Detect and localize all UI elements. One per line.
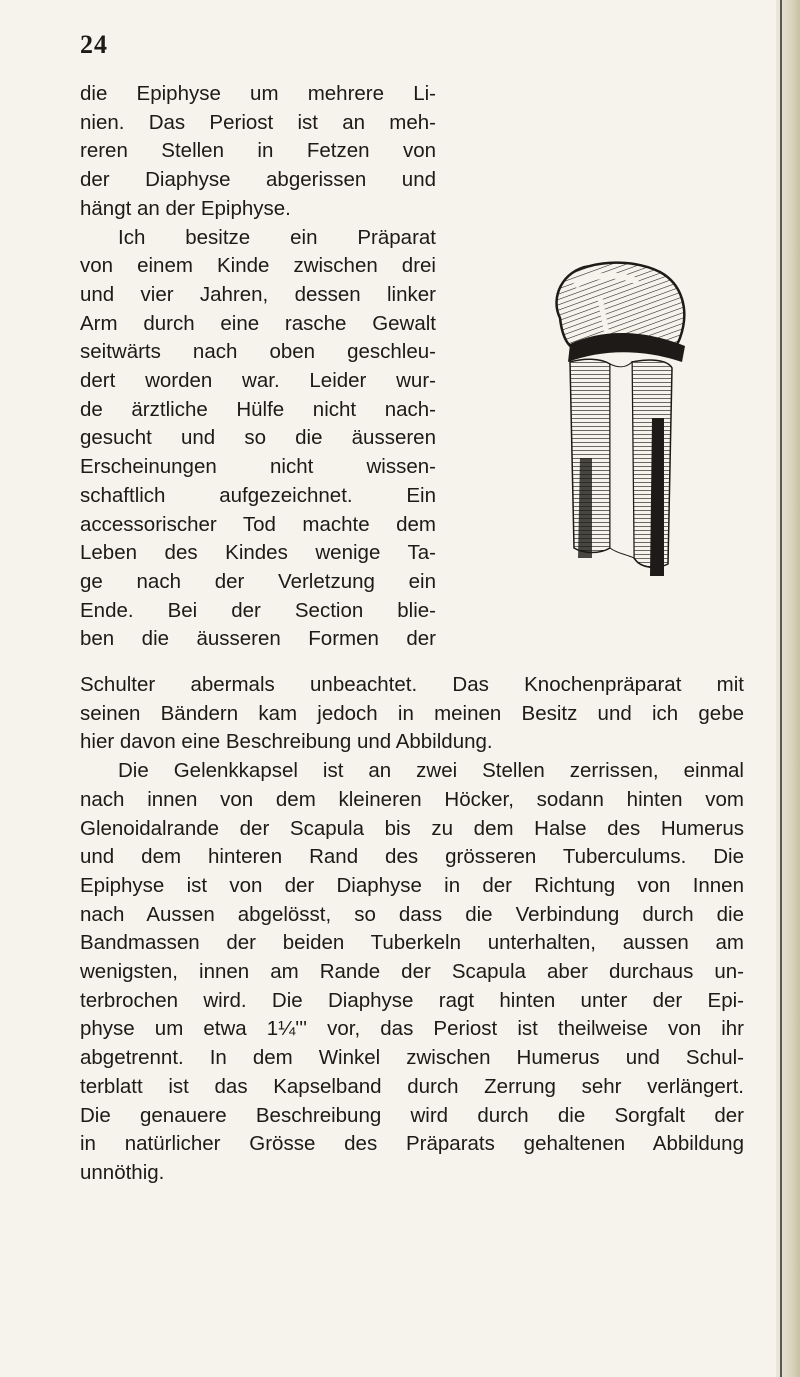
text-line: dert worden war. Leider wur- — [80, 369, 436, 393]
text-line: in natürlicher Grösse des Präparats gehaltenen Abbildung — [80, 1132, 744, 1156]
text-line: die Epiphyse um mehrere Li- — [80, 82, 436, 105]
text-line: reren Stellen in Fetzen von — [80, 139, 436, 163]
text-line: unnöthig. — [80, 1160, 165, 1184]
text-line: Ende. Bei der Section blie- — [80, 598, 436, 622]
text-line: wenigsten, innen am Rande der Scapula aber durchaus un- — [80, 960, 744, 984]
text-line: Die genauere Beschreibung wird durch die Sorgfalt der — [80, 1103, 744, 1127]
text-line: accessorischer Tod machte dem — [80, 512, 436, 536]
full-width-text-column — [80, 671, 744, 1188]
text-line: Erscheinungen nicht wissen- — [80, 455, 436, 479]
text-line: seitwärts nach oben geschleu- — [80, 340, 436, 364]
text-line: hängt an der Epiphyse. — [80, 196, 291, 220]
text-line: von einem Kinde zwischen drei — [80, 254, 436, 278]
page-edge-line — [780, 0, 782, 1377]
text-line: Leben des Kindes wenige Ta- — [80, 541, 436, 565]
text-line: terblatt ist das Kapselband durch Zerrung sehr verlängert. — [80, 1074, 744, 1098]
text-line: schaftlich aufgezeichnet. Ein — [80, 483, 436, 507]
text-line: der Diaphyse abgerissen und — [80, 168, 436, 192]
text-line: seinen Bändern kam jedoch in meinen Besitz und ich gebe — [80, 701, 744, 725]
text-line: Bandmassen der beiden Tuberkeln unterhalten, aussen am — [80, 931, 744, 955]
text-line: Die Gelenkkapsel ist an zwei Stellen zerrissen, einmal — [118, 759, 744, 783]
text-line: de ärztliche Hülfe nicht nach- — [80, 397, 436, 421]
bone-specimen-illustration — [540, 258, 690, 578]
page-number: 24 — [80, 30, 108, 59]
text-line: Schulter abermals unbeachtet. Das Knochenpräparat mit — [80, 673, 744, 696]
text-line: und dem hinteren Rand des grösseren Tuberculums. Die — [80, 845, 744, 869]
text-line: nach Aussen abgelösst, so dass die Verbindung durch die — [80, 902, 744, 926]
text-line: abgetrennt. In dem Winkel zwischen Humerus und Schul- — [80, 1046, 744, 1070]
text-line: Arm durch eine rasche Gewalt — [80, 311, 436, 335]
text-line: terbrochen wird. Die Diaphyse ragt hinten unter der Epi- — [80, 988, 744, 1012]
text-line: ge nach der Verletzung ein — [80, 569, 436, 593]
text-line: Glenoidalrande der Scapula bis zu dem Halse des Humerus — [80, 816, 744, 840]
text-line: ben die äusseren Formen der — [80, 627, 436, 651]
text-line: und vier Jahren, dessen linker — [80, 282, 436, 306]
text-line: hier davon eine Beschreibung und Abbildung. — [80, 730, 493, 754]
text-line: nien. Das Periost ist an meh- — [80, 110, 436, 134]
text-line: physe um etwa 1¼''' vor, das Periost ist theilweise von ihr — [80, 1017, 744, 1041]
text-line: Ich besitze ein Präparat — [118, 225, 436, 249]
text-line: gesucht und so die äusseren — [80, 426, 436, 450]
text-line: nach innen von dem kleineren Höcker, sodann hinten vom — [80, 787, 744, 811]
text-line: Epiphyse ist von der Diaphyse in der Richtung von Innen — [80, 873, 744, 897]
narrow-text-column — [80, 80, 436, 654]
